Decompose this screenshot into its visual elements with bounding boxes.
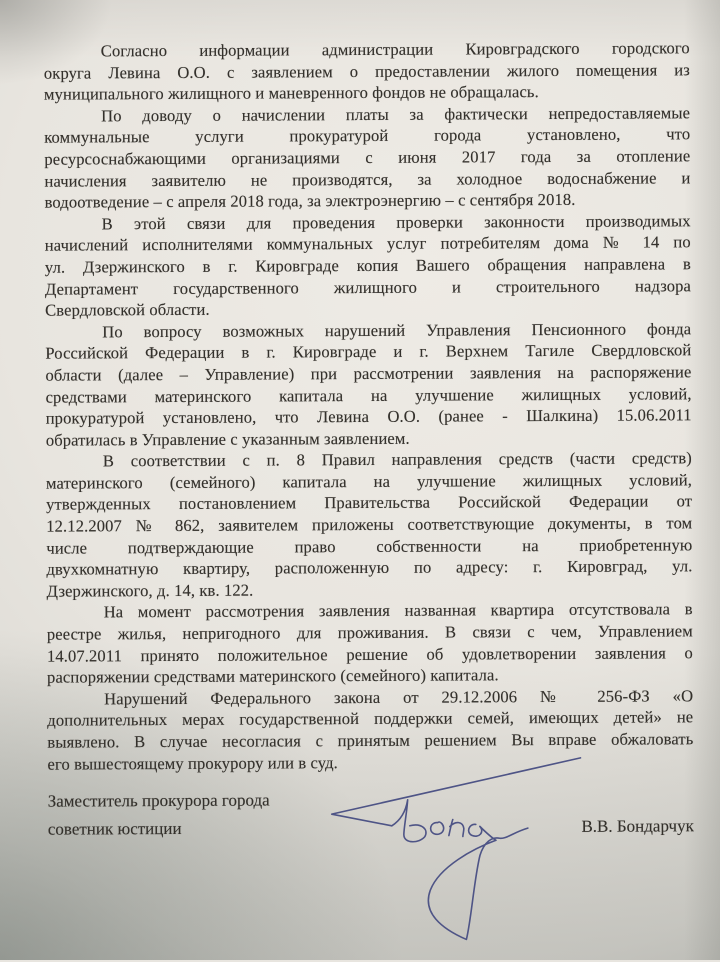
signer-title-line1: Заместитель прокурора города — [47, 790, 270, 811]
text-line: области (далее – Управление) при рассмотрении заявления на распоряжение — [45, 362, 692, 385]
text-line: муниципального жилищного и маневренного фондов не обращалась. — [43, 82, 539, 104]
letter-body — [44, 37, 694, 775]
signer-name: В.В. Бондарчук — [581, 816, 694, 836]
text-line: ресурсоснабжающими организациями с июня 2017 года за отопление — [44, 146, 691, 169]
text-line: начислений исполнителями коммунальных услуг потребителям дома № 14 по — [44, 232, 691, 255]
text-line: утвержденных постановлением Правительства Российской Федерации от — [46, 491, 693, 515]
text-line: По доводу о начислении платы за фактически непредоставляемые — [101, 103, 691, 126]
text-line: ул. Дзержинского в г. Кировграде копия Вашего обращения направлена в — [44, 254, 691, 277]
text-line: коммунальные услуги прокуратурой города установлено, что — [44, 124, 691, 148]
text-line: 14.07.2011 принято положительное решение об удовлетворении заявления о — [46, 642, 693, 666]
text-line: его вышестоящему прокурору или в суд. — [47, 752, 338, 774]
text-line: дополнительных мерах государственной поддержки семей, имеющих детей» не — [47, 707, 694, 731]
text-line: числе подтверждающие право собственности на приобретенную — [46, 534, 693, 558]
text-line: В этой связи для проведения проверки законности производимых — [101, 211, 691, 234]
text-line: Свердловской области. — [45, 299, 210, 320]
text-line: обратилась в Управление с указанным заявлением. — [45, 428, 410, 450]
signature-block — [48, 784, 694, 843]
text-line: Нарушений Федерального закона от 29.12.2006 № 256-ФЗ «О — [104, 686, 694, 709]
text-line: прокуратурой установлено, что Левина О.О. (ранее - Шалкина) 15.06.2011 — [45, 405, 692, 428]
text-line: По вопросу возможных нарушений Управления Пенсионного фонда — [102, 318, 692, 342]
text-line: материнского (семейного) капитала на улучшение жилищных условий, — [45, 470, 693, 493]
text-line: Российской Федерации в г. Кировграде и г. Верхнем Тагиле Свердловской — [45, 340, 692, 363]
text-line: средствами материнского капитала на улучшение жилищных условий, — [45, 383, 692, 407]
text-line: водоотведение – с апреля 2018 года, за электроэнергию – с сентября 2018. — [44, 190, 576, 212]
text-line: Согласно информации администрации Кировградского городского — [100, 38, 690, 61]
text-line: 12.12.2007 № 862, заявителем приложены соответствующие документы, в том — [46, 513, 693, 536]
text-line: В соответствии с п. 8 Правил направления средств (части средств) — [102, 448, 692, 471]
signer-titles — [48, 786, 270, 843]
text-line: начисления заявителю не производятся, за холодное водоснабжение и — [44, 167, 691, 191]
handwritten-signature-ink — [299, 749, 600, 961]
text-line: округа Левина О.О. с заявлением о предоставлении жилого помещения из — [43, 59, 690, 83]
text-line: Дзержинского, д. 14, кв. 122. — [46, 580, 254, 601]
text-line: двухкомнатную квартиру, расположенную по адресу: г. Кировград, ул. — [46, 556, 693, 579]
text-line: На момент рассмотрения заявления названная квартира отсутствовала в — [103, 599, 693, 622]
signer-title-line2: советник юстиции — [47, 818, 182, 839]
text-line: Департамент государственного жилищного и строительного надзора — [44, 275, 692, 299]
text-line: распоряжении средствами материнского (семейного) капитала. — [46, 665, 499, 687]
text-line: выявлено. В случае несогласия с принятым решением Вы вправе обжаловать — [47, 729, 694, 752]
text-line: реестре жилья, непригодного для проживания. В связи с чем, Управлением — [46, 621, 693, 644]
